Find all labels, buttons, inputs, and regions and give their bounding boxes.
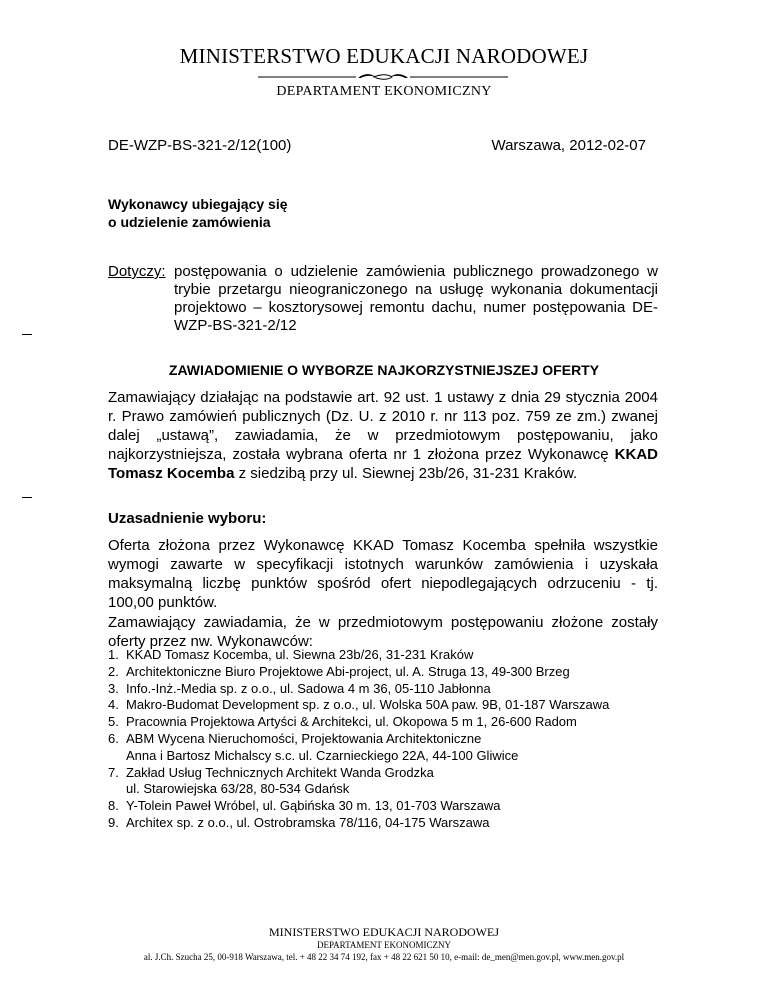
list-item	[108, 714, 668, 731]
list-item	[108, 647, 668, 664]
list-item-number: 7.	[108, 764, 119, 780]
list-item	[108, 815, 668, 832]
justification-text: Oferta złożona przez Wykonawcę KKAD Tomasz Kocemba spełniła wszystkie wymogi zawarte w specyfikacji istotnych warunków zamówienia i uzyskała maksymalną liczbę punktów spośród ofert niepodlegających odrzuceniu - tj. 100,00 punktów.	[108, 537, 658, 611]
subject	[108, 263, 658, 335]
subject-text: postępowania o udzielenie zamówienia publicznego prowadzonego w trybie przetargu nieograniczonego na usługę wykonania dokumentacji projektowo – kosztorysowej remontu dachu, numer postępowania DE-WZP-BS-321-2/12	[174, 263, 658, 334]
bidders-list	[108, 647, 668, 832]
justification-heading: Uzasadnienie wyboru:	[108, 510, 267, 527]
list-item-number: 4.	[108, 697, 119, 713]
list-item	[108, 731, 668, 765]
margin-mark	[22, 334, 32, 335]
list-item	[108, 681, 668, 698]
margin-mark	[22, 497, 32, 498]
list-item-number: 6.	[108, 730, 119, 746]
footer-ministry: MINISTERSTWO EDUKACJI NARODOWEJ	[269, 925, 499, 939]
list-item-number: 3.	[108, 680, 119, 696]
list-item-number: 1.	[108, 647, 119, 662]
list-item-text: Y-Tolein Paweł Wróbel, ul. Gąbińska 30 m. 13, 01-703 Warszawa	[126, 798, 501, 814]
letterhead-department: DEPARTAMENT EKONOMICZNY	[276, 84, 492, 99]
bidders-intro: Zamawiający zawiadamia, że w przedmiotowym postępowaniu złożone zostały oferty przez nw. Wykonawców:	[108, 614, 658, 650]
list-item-text: KKAD Tomasz Kocemba, ul. Siewna 23b/26, 31-231 Kraków	[126, 647, 474, 662]
list-item	[108, 798, 668, 815]
recipient-line-1: Wykonawcy ubiegający się	[108, 196, 288, 212]
list-item	[108, 697, 668, 714]
list-item-number: 8.	[108, 798, 119, 814]
list-item-text: ABM Wycena Nieruchomości, Projektowania Architektoniczne	[126, 730, 482, 746]
list-item-text: Makro-Budomat Development sp. z o.o., ul. Wolska 50A paw. 9B, 01-187 Warszawa	[126, 697, 610, 713]
footer-address: al. J.Ch. Szucha 25, 00-918 Warszawa, tel. + 48 22 34 74 192, fax + 48 22 621 50 10, e-mail: de_men@men.gov.pl, www.men.gov.pl	[143, 952, 625, 962]
winning-bidder: KKAD Tomasz Kocemba	[108, 446, 658, 482]
list-item-number: 9.	[108, 814, 119, 830]
recipient	[108, 195, 288, 231]
list-item-text: Architektoniczne Biuro Projektowe Abi-project, ul. A. Struga 13, 49-300 Brzeg	[126, 663, 570, 679]
list-item-text-continued: ul. Starowiejska 63/28, 80-534 Gdańsk	[126, 781, 350, 797]
list-item-text: Architex sp. z o.o., ul. Ostrobramska 78/116, 04-175 Warszawa	[126, 814, 490, 830]
notice-heading: ZAWIADOMIENIE O WYBORZE NAJKORZYSTNIEJSZEJ OFERTY	[168, 362, 600, 378]
list-item-text: Pracownia Projektowa Artyści & Architekci, ul. Okopowa 5 m 1, 26-600 Radom	[126, 714, 577, 730]
list-item-text-continued: Anna i Bartosz Michalscy s.c. ul. Czarnieckiego 22A, 44-100 Gliwice	[126, 747, 519, 763]
letterhead-ministry: MINISTERSTWO EDUKACJI NARODOWEJ	[179, 44, 589, 68]
list-item-text: Info.-Inż.-Media sp. z o.o., ul. Sadowa 4 m 36, 05-110 Jabłonna	[126, 680, 491, 696]
subject-label: Dotyczy:	[108, 263, 166, 280]
letterhead-ornament	[258, 72, 508, 82]
decision-text-before: Zamawiający działając na podstawie art. 92 ust. 1 ustawy z dnia 29 stycznia 2004 r. Prawo zamówień publicznych (Dz. U. z 2010 r. nr 113 poz. 759 ze zm.) zwanej dalej „ustawą”, zawiadamia, że w przedmiotowym postępowaniu, jako najkorzystniejsza, została wybrana oferta nr 1 złożona przez Wykonawcę	[108, 389, 658, 463]
list-item-text: Zakład Usług Technicznych Architekt Wanda Grodzka	[126, 764, 434, 780]
place-date: Warszawa, 2012-02-07	[491, 137, 646, 154]
list-item	[108, 664, 668, 681]
recipient-line-2: o udzielenie zamówienia	[108, 214, 271, 230]
list-item	[108, 765, 668, 799]
footer-department: DEPARTAMENT EKONOMICZNY	[317, 940, 451, 950]
decision-text-after: z siedzibą przy ul. Siewnej 23b/26, 31-231 Kraków.	[234, 465, 578, 482]
list-item-number: 5.	[108, 714, 119, 730]
decision-paragraph	[108, 388, 658, 483]
reference-number: DE-WZP-BS-321-2/12(100)	[108, 137, 292, 154]
list-item-number: 2.	[108, 663, 119, 679]
